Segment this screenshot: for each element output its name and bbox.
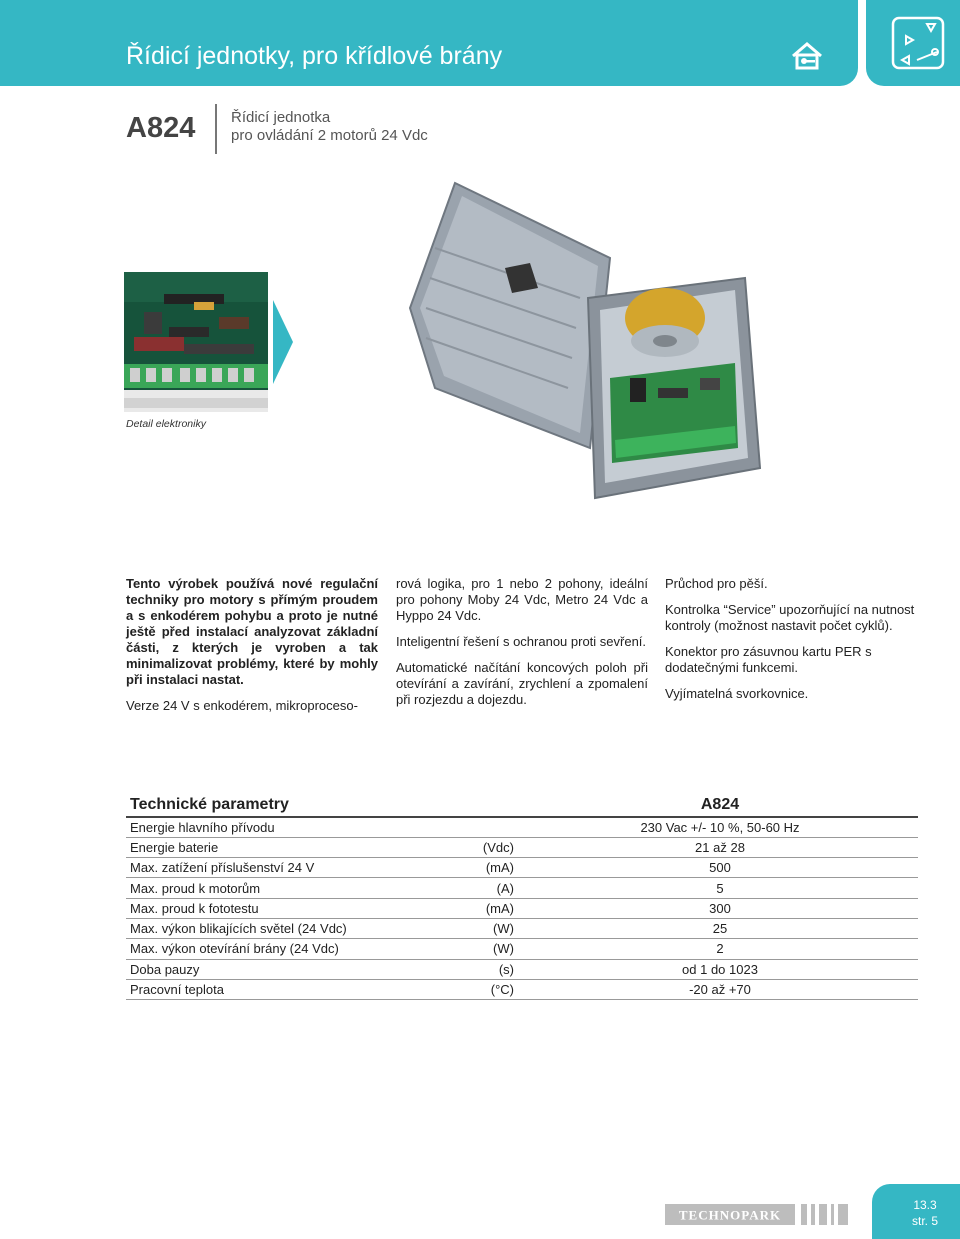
table-header-row — [126, 795, 918, 817]
electronics-detail-photo — [124, 272, 268, 412]
arrow-pointer-icon — [273, 300, 293, 384]
spec-value: -20 až +70 — [522, 979, 918, 999]
text-column-1 — [126, 576, 378, 724]
spec-unit: (mA) — [443, 898, 522, 918]
feature-pedestrian: Průchod pro pěší. — [665, 576, 768, 591]
feature-per-connector: Konektor pro zásuvnou kartu PER s dodatečnými funkcemi. — [665, 644, 872, 675]
feature-anti-crush: Inteligentní řešení s ochranou proti sevření. — [396, 634, 647, 649]
table-title: Technické parametry — [130, 796, 289, 813]
text-column-2 — [396, 576, 648, 718]
feature-terminal-block: Vyjímatelná svorkovnice. — [665, 686, 809, 701]
table-row — [126, 959, 918, 979]
table-row — [126, 837, 918, 857]
spec-value: 2 — [522, 939, 918, 959]
spec-value: od 1 do 1023 — [522, 959, 918, 979]
table-row — [126, 858, 918, 878]
spec-name: Max. proud k motorům — [126, 878, 443, 898]
feature-service-light: Kontrolka “Service” upozorňující na nutnost kontroly (možnost nastavit počet cyklů). — [665, 602, 915, 633]
spec-name: Max. proud k fototestu — [126, 898, 443, 918]
intro-paragraph: Tento výrobek používá nové regulační techniky pro motory s přímým proudem a s enkodérem pohybu a proto je nutné ještě před instalací analyzovat základní části, z kterých je vyroben a tak minimalizovat problémy, které by mohly při instalaci nastat. — [126, 576, 378, 687]
spec-unit: (mA) — [443, 858, 522, 878]
control-unit-photo — [340, 178, 780, 518]
spec-name: Max. zatížení příslušenství 24 V — [126, 858, 443, 878]
spec-unit: (W) — [443, 918, 522, 938]
product-model: A824 — [126, 112, 196, 144]
table-row — [126, 939, 918, 959]
tech-specs-table — [126, 795, 918, 1000]
page-number: str. 5 — [911, 1214, 938, 1228]
spec-name: Energie hlavního přívodu — [126, 817, 443, 837]
table-unit-header — [443, 795, 522, 817]
feature-limit-learning: Automatické načítání koncových poloh při otevírání a zavírání, zrychlení a zpomalení při rozjezdu a dojezdu. — [396, 660, 648, 707]
model-divider — [215, 104, 217, 154]
home-key-icon — [790, 41, 824, 71]
table-row — [126, 979, 918, 999]
spec-value: 25 — [522, 918, 918, 938]
spec-name: Energie baterie — [126, 837, 443, 857]
spec-unit: (Vdc) — [443, 837, 522, 857]
spec-unit: (°C) — [443, 979, 522, 999]
spec-value: 5 — [522, 878, 918, 898]
section-number: 13.3 — [913, 1198, 937, 1212]
table-row — [126, 817, 918, 837]
product-desc-line2: pro ovládání 2 motorů 24 Vdc — [231, 127, 428, 144]
spec-unit — [443, 817, 522, 837]
spec-unit: (A) — [443, 878, 522, 898]
table-row — [126, 898, 918, 918]
spec-name: Pracovní teplota — [126, 979, 443, 999]
spec-value: 300 — [522, 898, 918, 918]
spec-unit: (s) — [443, 959, 522, 979]
spec-name: Max. výkon blikajících světel (24 Vdc) — [126, 918, 443, 938]
table-row — [126, 878, 918, 898]
spec-value: 230 Vac +/- 10 %, 50-60 Hz — [522, 817, 918, 837]
gate-diagram-icon — [891, 16, 945, 70]
spec-value: 500 — [522, 858, 918, 878]
page-title: Řídicí jednotky, pro křídlové brány — [126, 42, 503, 70]
text-column-3 — [665, 576, 920, 712]
technopark-logo — [665, 1204, 850, 1225]
spec-value: 21 až 28 — [522, 837, 918, 857]
version-paragraph-end: rová logika, pro 1 nebo 2 pohony, ideální pro pohony Moby 24 Vdc, Metro 24 Vdc a Hyppo 24 Vdc. — [396, 576, 648, 623]
product-desc-line1: Řídicí jednotka — [231, 109, 331, 126]
photo-caption: Detail elektroniky — [126, 418, 206, 430]
svg-text:TECHNOPARK: TECHNOPARK — [678, 1207, 782, 1223]
table-product-header: A824 — [700, 796, 740, 813]
spec-name: Doba pauzy — [126, 959, 443, 979]
table-row — [126, 918, 918, 938]
version-paragraph-start: Verze 24 V s enkodérem, mikroproceso- — [126, 698, 358, 713]
spec-unit: (W) — [443, 939, 522, 959]
spec-name: Max. výkon otevírání brány (24 Vdc) — [126, 939, 443, 959]
product-description — [231, 109, 428, 145]
